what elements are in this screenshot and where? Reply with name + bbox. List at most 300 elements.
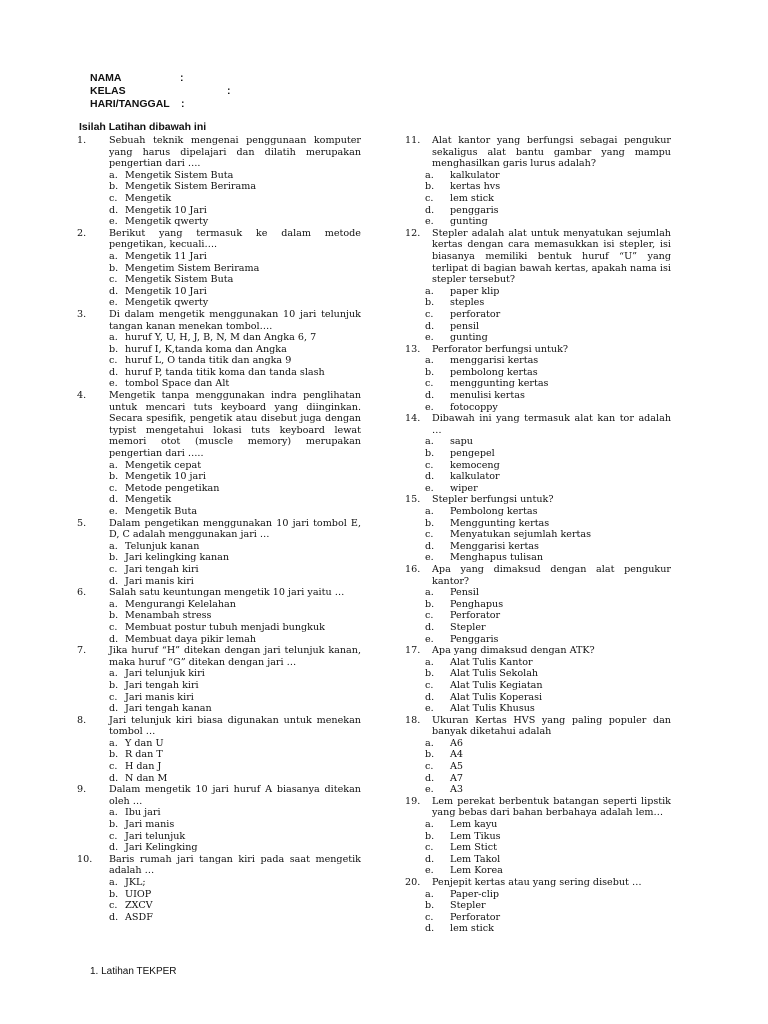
answer-option	[89, 749, 361, 761]
question-item	[405, 494, 671, 564]
answer-option	[405, 297, 671, 309]
answer-option	[405, 402, 671, 414]
question-item	[77, 227, 361, 309]
option-letter: b.	[425, 517, 435, 529]
question-number: 7.	[77, 645, 87, 657]
option-letter: a.	[109, 540, 118, 552]
hari-colon: :	[181, 98, 185, 110]
question-text: Baris rumah jari tangan kiri pada saat mengetik adalah …	[109, 853, 361, 877]
answer-option	[89, 263, 361, 275]
option-text: Mengetik 10 Jari	[125, 285, 207, 297]
answer-option	[405, 390, 671, 402]
option-text: Mengetik	[125, 192, 172, 204]
option-text: Mengetik Sistem Berirama	[125, 181, 257, 193]
option-text: huruf Y, U, H, J, B, N, M dan Angka 6, 7	[125, 332, 317, 344]
option-letter: a.	[109, 598, 118, 610]
option-text: kertas hvs	[450, 181, 501, 193]
answer-option	[405, 703, 671, 715]
answer-option	[89, 541, 361, 553]
option-letter: a.	[425, 285, 434, 297]
option-text: menulisi kertas	[450, 390, 525, 402]
option-letter: e.	[425, 784, 434, 796]
option-letter: b.	[425, 749, 435, 761]
option-text: Alat Tulis Sekolah	[450, 668, 539, 680]
option-letter: d.	[109, 703, 119, 715]
question-number: 13.	[405, 343, 421, 355]
answer-option	[405, 692, 671, 704]
option-letter: c.	[425, 911, 434, 923]
nama-label: NAMA	[90, 72, 122, 84]
option-letter: d.	[109, 772, 119, 784]
option-letter: c.	[109, 830, 118, 842]
answer-option	[405, 552, 671, 564]
option-letter: c.	[425, 842, 434, 854]
answer-option	[405, 865, 671, 877]
option-text: gunting	[450, 216, 488, 228]
answer-option	[405, 205, 671, 217]
answer-option	[89, 877, 361, 889]
option-letter: e.	[425, 332, 434, 344]
option-text: Mengetik cepat	[125, 459, 202, 471]
option-text: Mengetik	[125, 494, 172, 506]
question-number: 20.	[405, 877, 421, 888]
question-text: Lem perekat berbentuk batangan seperti lipstik yang bebas dari bahan berbahaya adalah lem…	[432, 795, 671, 819]
option-text: A6	[450, 737, 464, 749]
answer-option	[89, 738, 361, 750]
option-letter: c.	[109, 192, 118, 204]
option-letter: c.	[109, 900, 118, 912]
option-text: Jari Kelingking	[125, 842, 198, 854]
option-text: Jari manis kiri	[125, 575, 194, 587]
option-text: Lem Korea	[450, 865, 503, 877]
answer-option	[89, 181, 361, 193]
option-letter: b.	[109, 552, 119, 564]
option-text: Menggarisi kertas	[450, 540, 539, 552]
answer-option	[405, 622, 671, 634]
kelas-row	[90, 85, 231, 98]
option-text: Alat Tulis Koperasi	[450, 691, 543, 703]
question-item	[405, 645, 671, 715]
question-item	[405, 344, 671, 414]
answer-option	[89, 494, 361, 506]
option-text: ASDF	[125, 911, 153, 923]
question-number: 11.	[405, 135, 421, 146]
option-letter: a.	[109, 332, 118, 344]
option-text: huruf I, K,tanda koma dan Angka	[125, 343, 287, 355]
option-text: Membuat postur tubuh menjadi bungkuk	[125, 621, 325, 633]
answer-option	[89, 576, 361, 588]
answer-option	[89, 355, 361, 367]
option-letter: e.	[425, 552, 434, 564]
page-footer: 1. Latihan TEKPER	[90, 966, 177, 977]
question-text: Stepler adalah alat untuk menyatukan sejumlah kertas dengan cara memasukkan isi stepler, isi biasanya memiliki bentuk huruf “U” yang terlipat di bagian bawah kertas, apakah nama isi stepler tersebut?	[432, 227, 671, 286]
answer-option	[89, 193, 361, 205]
answer-option	[89, 506, 361, 518]
answer-option	[89, 761, 361, 773]
answer-option	[89, 205, 361, 217]
instruction-heading: Isilah Latihan dibawah ini	[79, 121, 207, 133]
option-text: wiper	[450, 482, 478, 494]
answer-option	[89, 332, 361, 344]
question-text: Di dalam mengetik menggunakan 10 jari telunjuk tangan kanan menekan tombol….	[109, 308, 361, 332]
option-text: Jari tengah kanan	[125, 703, 212, 715]
option-letter: b.	[109, 888, 119, 900]
option-letter: e.	[425, 703, 434, 715]
option-letter: d.	[425, 540, 435, 552]
answer-option	[89, 610, 361, 622]
option-letter: b.	[109, 749, 119, 761]
question-item	[405, 877, 671, 935]
option-text: Penggaris	[450, 633, 499, 645]
question-item	[405, 796, 671, 877]
option-text: Mengetik Buta	[125, 506, 198, 517]
option-text: sapu	[450, 436, 473, 448]
question-item	[405, 564, 671, 645]
question-text: Apa yang dimaksud dengan alat pengukur kantor?	[432, 563, 671, 587]
answer-option	[405, 680, 671, 692]
answer-option	[89, 170, 361, 182]
option-text: pensil	[450, 320, 480, 332]
option-letter: c.	[425, 192, 434, 204]
option-text: H dan J	[125, 761, 162, 773]
answer-option	[89, 274, 361, 286]
question-number: 19.	[405, 795, 421, 807]
option-text: Y dan U	[125, 737, 164, 749]
answer-option	[89, 471, 361, 483]
question-text: Dalam mengetik 10 jari huruf A biasanya ditekan oleh …	[109, 784, 361, 807]
option-text: Menyatukan sejumlah kertas	[450, 529, 592, 541]
answer-option	[405, 448, 671, 460]
answer-option	[405, 831, 671, 843]
question-text: Jika huruf “H” ditekan dengan jari telunjuk kanan, maka huruf “G” ditekan dengan jari …	[109, 645, 361, 668]
student-info-header	[90, 72, 231, 111]
option-letter: c.	[109, 482, 118, 494]
option-letter: e.	[109, 378, 118, 390]
answer-option	[405, 541, 671, 553]
option-letter: d.	[425, 320, 435, 332]
option-text: Pembolong kertas	[450, 506, 538, 517]
answer-option	[405, 749, 671, 761]
option-letter: b.	[425, 830, 435, 842]
option-text: Jari telunjuk	[125, 830, 186, 842]
option-letter: e.	[425, 216, 434, 228]
option-letter: a.	[109, 169, 118, 181]
answer-option	[405, 784, 671, 796]
option-text: gunting	[450, 332, 488, 344]
option-letter: e.	[109, 297, 118, 309]
option-text: steples	[450, 297, 485, 309]
answer-option	[405, 170, 671, 182]
option-letter: b.	[425, 366, 435, 378]
option-text: Penghapus	[450, 598, 504, 610]
option-letter: b.	[109, 471, 119, 483]
option-text: Perforator	[450, 911, 501, 923]
option-letter: d.	[109, 204, 119, 216]
option-text: Jari tengah kiri	[125, 679, 199, 691]
answer-option	[89, 378, 361, 390]
hari-label: HARI/TANGGAL	[90, 98, 170, 110]
option-text: Menambah stress	[125, 610, 212, 622]
option-text: kalkulator	[450, 471, 500, 483]
option-letter: c.	[425, 679, 434, 691]
question-item	[77, 645, 361, 715]
question-item	[77, 587, 361, 645]
option-letter: a.	[425, 888, 434, 900]
option-letter: a.	[109, 737, 118, 749]
question-number: 6.	[77, 587, 87, 599]
option-letter: c.	[425, 378, 434, 390]
option-text: UIOP	[125, 888, 152, 900]
answer-option	[405, 378, 671, 390]
answer-option	[405, 738, 671, 750]
option-letter: b.	[425, 900, 435, 912]
option-text: N dan M	[125, 772, 168, 784]
option-letter: a.	[425, 506, 434, 517]
answer-option	[405, 610, 671, 622]
answer-option	[405, 854, 671, 866]
option-letter: d.	[425, 390, 435, 402]
option-letter: e.	[425, 633, 434, 645]
answer-option	[405, 773, 671, 785]
option-text: pengepel	[450, 448, 495, 460]
option-letter: b.	[425, 668, 435, 680]
question-number: 14.	[405, 413, 421, 425]
option-letter: e.	[425, 865, 434, 877]
option-text: Perforator	[450, 610, 501, 622]
answer-option	[405, 471, 671, 483]
question-item	[77, 390, 361, 518]
question-number: 12.	[405, 227, 421, 239]
answer-option	[89, 912, 361, 924]
answer-option	[89, 807, 361, 819]
question-item	[405, 413, 671, 494]
option-text: fotocoppy	[450, 401, 498, 413]
question-number: 16.	[405, 563, 421, 575]
kelas-colon: :	[227, 85, 231, 97]
option-text: Jari manis	[125, 819, 175, 831]
option-letter: a.	[109, 877, 118, 888]
answer-option	[89, 819, 361, 831]
kelas-label: KELAS	[90, 85, 126, 97]
answer-option	[405, 529, 671, 541]
option-letter: b.	[109, 262, 119, 274]
question-text: Sebuah teknik mengenai penggunaan komputer yang harus dipelajari dan dilatih merupakan pengertian dari ….	[109, 135, 361, 170]
answer-option	[89, 552, 361, 564]
question-text: Jari telunjuk kiri biasa digunakan untuk menekan tombol …	[109, 714, 361, 738]
question-text: Berikut yang termasuk ke dalam metode pengetikan, kecuali….	[109, 227, 361, 251]
question-item	[405, 715, 671, 796]
option-letter: a.	[109, 459, 118, 471]
option-letter: b.	[109, 610, 119, 622]
question-item	[405, 228, 671, 344]
nama-row	[90, 72, 184, 85]
option-letter: d.	[109, 911, 119, 923]
option-letter: e.	[425, 401, 434, 413]
question-item	[77, 714, 361, 785]
option-text: Ibu jari	[125, 807, 161, 819]
option-text: lem stick	[450, 192, 494, 204]
option-letter: b.	[425, 598, 435, 610]
option-letter: b.	[109, 181, 119, 193]
answer-option	[89, 900, 361, 912]
option-letter: d.	[425, 471, 435, 483]
answer-option	[405, 321, 671, 333]
question-item	[77, 784, 361, 854]
option-text: Jari kelingking kanan	[125, 552, 230, 564]
question-item	[77, 308, 361, 390]
option-letter: d.	[425, 621, 435, 633]
option-text: paper klip	[450, 285, 500, 297]
option-letter: c.	[109, 274, 118, 286]
question-number: 1.	[77, 135, 87, 146]
answer-option	[405, 819, 671, 831]
option-letter: d.	[109, 633, 119, 645]
option-text: Mengetik 11 Jari	[125, 250, 207, 262]
question-text: Apa yang dimaksud dengan ATK?	[432, 645, 595, 657]
answer-option	[405, 923, 671, 935]
option-text: A7	[450, 772, 464, 784]
option-letter: c.	[425, 610, 434, 622]
answer-option	[89, 773, 361, 785]
answer-option	[89, 216, 361, 228]
question-column-right	[405, 135, 671, 935]
question-number: 2.	[77, 227, 87, 239]
option-text: Membuat daya pikir lemah	[125, 633, 257, 645]
option-letter: b.	[425, 297, 435, 309]
option-letter: a.	[425, 656, 434, 668]
option-text: Jari telunjuk kiri	[125, 668, 205, 680]
option-letter: b.	[109, 819, 119, 831]
option-letter: a.	[109, 668, 118, 680]
question-item	[77, 853, 361, 924]
option-text: Alat Tulis Khusus	[450, 703, 535, 715]
option-text: A5	[450, 761, 464, 773]
option-text: Alat Tulis Kegiatan	[450, 679, 543, 691]
option-text: Menggunting kertas	[450, 517, 550, 529]
option-letter: c.	[109, 355, 118, 367]
option-text: Lem kayu	[450, 819, 498, 831]
option-letter: d.	[425, 772, 435, 784]
option-text: perforator	[450, 308, 501, 320]
question-number: 10.	[77, 853, 93, 865]
option-text: A4	[450, 749, 464, 761]
option-letter: d.	[425, 923, 435, 935]
option-text: Lem Takol	[450, 853, 501, 865]
option-letter: a.	[109, 250, 118, 262]
answer-option	[89, 251, 361, 263]
answer-option	[89, 297, 361, 309]
option-letter: d.	[109, 575, 119, 587]
option-text: menggarisi kertas	[450, 355, 539, 367]
option-letter: c.	[425, 529, 434, 541]
answer-option	[89, 842, 361, 854]
option-text: penggaris	[450, 204, 499, 216]
option-text: R dan T	[125, 749, 163, 761]
answer-option	[405, 634, 671, 646]
answer-option	[89, 668, 361, 680]
option-text: Metode pengetikan	[125, 482, 220, 494]
option-text: Mengetik 10 Jari	[125, 204, 207, 216]
question-number: 17.	[405, 645, 421, 657]
answer-option	[405, 900, 671, 912]
option-text: Mengetik Sistem Buta	[125, 274, 234, 286]
option-letter: c.	[425, 308, 434, 320]
hari-row	[90, 98, 185, 111]
answer-option	[405, 181, 671, 193]
question-column-left	[77, 135, 361, 923]
answer-option	[405, 599, 671, 611]
option-text: Lem Stict	[450, 842, 497, 854]
answer-option	[405, 216, 671, 228]
answer-option	[89, 599, 361, 611]
option-letter: c.	[109, 621, 118, 633]
question-text: Dalam pengetikan menggunakan 10 jari tombol E, D, C adalah menggunakan jari …	[109, 517, 361, 541]
option-text: Alat Tulis Kantor	[450, 656, 533, 668]
option-text: lem stick	[450, 923, 494, 935]
option-text: huruf L, O tanda titik dan angka 9	[125, 355, 292, 367]
option-text: Jari tengah kiri	[125, 563, 199, 575]
question-number: 3.	[77, 308, 87, 320]
option-letter: b.	[425, 181, 435, 193]
answer-option	[405, 761, 671, 773]
answer-option	[89, 483, 361, 495]
option-letter: a.	[425, 587, 434, 599]
question-number: 9.	[77, 784, 87, 796]
answer-option	[405, 483, 671, 495]
question-number: 5.	[77, 517, 87, 529]
answer-option	[89, 460, 361, 472]
question-text: Mengetik tanpa menggunakan indra penglihatan untuk mencari tuts keyboard yang diinginkan. Secara spesifik, pengetik atau disebut juga dengan typist mengetahui lokasi tuts keyboard lewat memori otot (muscle memory) merupakan pengertian dari …..	[109, 390, 361, 460]
option-text: Stepler	[450, 621, 486, 633]
question-text: Alat kantor yang berfungsi sebagai pengukur sekaligus alat bantu gambar yang mampu menghasilkan garis lurus adalah?	[432, 135, 671, 170]
option-text: A3	[450, 784, 464, 796]
answer-option	[89, 622, 361, 634]
option-text: Jari manis kiri	[125, 691, 194, 703]
option-text: JKL;	[125, 877, 146, 888]
question-number: 15.	[405, 494, 421, 506]
option-text: Menghapus tulisan	[450, 552, 544, 564]
option-letter: e.	[109, 216, 118, 228]
answer-option	[405, 367, 671, 379]
question-item	[405, 135, 671, 228]
option-text: tombol Space dan Alt	[125, 378, 230, 390]
option-letter: d.	[109, 366, 119, 378]
option-letter: d.	[425, 853, 435, 865]
option-text: Stepler	[450, 900, 486, 912]
option-text: Lem Tikus	[450, 830, 501, 842]
option-text: Mengetik qwerty	[125, 216, 209, 228]
option-letter: a.	[425, 355, 434, 367]
option-text: Mengetik Sistem Buta	[125, 169, 234, 181]
option-text: Mengurangi Kelelahan	[125, 598, 236, 610]
option-letter: e.	[425, 482, 434, 494]
answer-option	[89, 831, 361, 843]
option-letter: a.	[425, 737, 434, 749]
answer-option	[405, 286, 671, 298]
answer-option	[405, 193, 671, 205]
option-letter: d.	[425, 204, 435, 216]
option-letter: c.	[109, 691, 118, 703]
option-text: kalkulator	[450, 169, 500, 181]
option-letter: d.	[109, 285, 119, 297]
question-text: Perforator berfungsi untuk?	[432, 343, 569, 355]
option-text: Mengetim Sistem Berirama	[125, 262, 260, 274]
option-text: menggunting kertas	[450, 378, 549, 390]
option-letter: b.	[109, 679, 119, 691]
option-text: Mengetik 10 jari	[125, 471, 206, 483]
option-letter: b.	[109, 343, 119, 355]
answer-option	[89, 367, 361, 379]
